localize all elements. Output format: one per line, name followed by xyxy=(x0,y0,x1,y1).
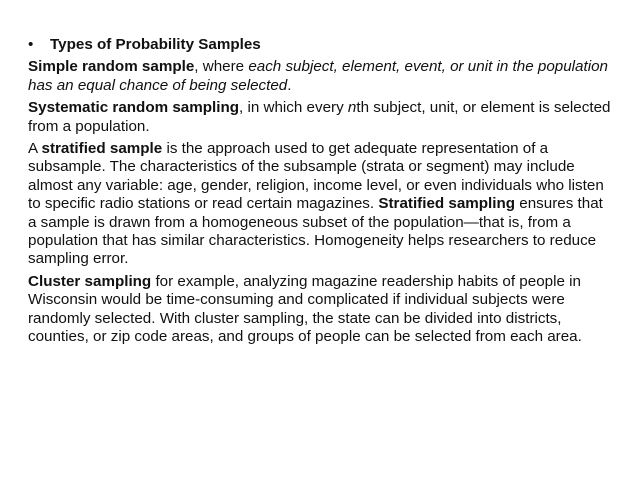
term-simple-random-sample: Simple random sample xyxy=(28,58,195,76)
simple-lead-text: , where xyxy=(194,58,249,76)
slide-content xyxy=(28,36,612,351)
stratified-pre-text: A xyxy=(28,140,42,158)
systematic-pre-text: , in which every xyxy=(239,99,348,117)
term-systematic-random-sampling: Systematic random sampling xyxy=(28,99,240,117)
heading-text: Types of Probability Samples xyxy=(50,36,261,53)
simple-end-text: . xyxy=(287,76,292,94)
paragraph-cluster xyxy=(28,273,612,347)
term-stratified-sample: stratified sample xyxy=(41,140,163,158)
systematic-post-text: th subject, unit, or element is selected from a population. xyxy=(28,99,611,135)
stratified-text-1: is the approach used to get adequate representation of a subsample. The characteristics of the subsample (strata or segment) may include almost any variable: age, gender, religion, income level, or even individuals who listen to specific radio stations or read certain magazines. xyxy=(28,140,604,213)
bullet-icon: • xyxy=(28,36,34,53)
term-cluster-sampling: Cluster sampling xyxy=(28,272,152,290)
term-stratified-sampling: Stratified sampling xyxy=(378,195,516,213)
simple-definition-text: each subject, element, event, or unit in the population has an equal chance of being selected xyxy=(28,58,608,94)
slide-heading xyxy=(28,36,612,54)
paragraph-simple-random xyxy=(28,58,612,95)
systematic-n-text: n xyxy=(347,99,357,117)
stratified-text-2: ensures that a sample is drawn from a homogeneous subset of the population—that is, from a population that has similar characteristics. Homogeneity helps researchers to reduce sampling error. xyxy=(28,195,603,268)
paragraph-stratified xyxy=(28,140,612,269)
cluster-text: for example, analyzing magazine readership habits of people in Wisconsin would be time-consuming and complicated if individual subjects were randomly selected. With cluster sampling, the state can be divided into districts, counties, or zip code areas, and groups of people can be selected from each area. xyxy=(28,272,582,346)
paragraph-systematic xyxy=(28,99,612,136)
